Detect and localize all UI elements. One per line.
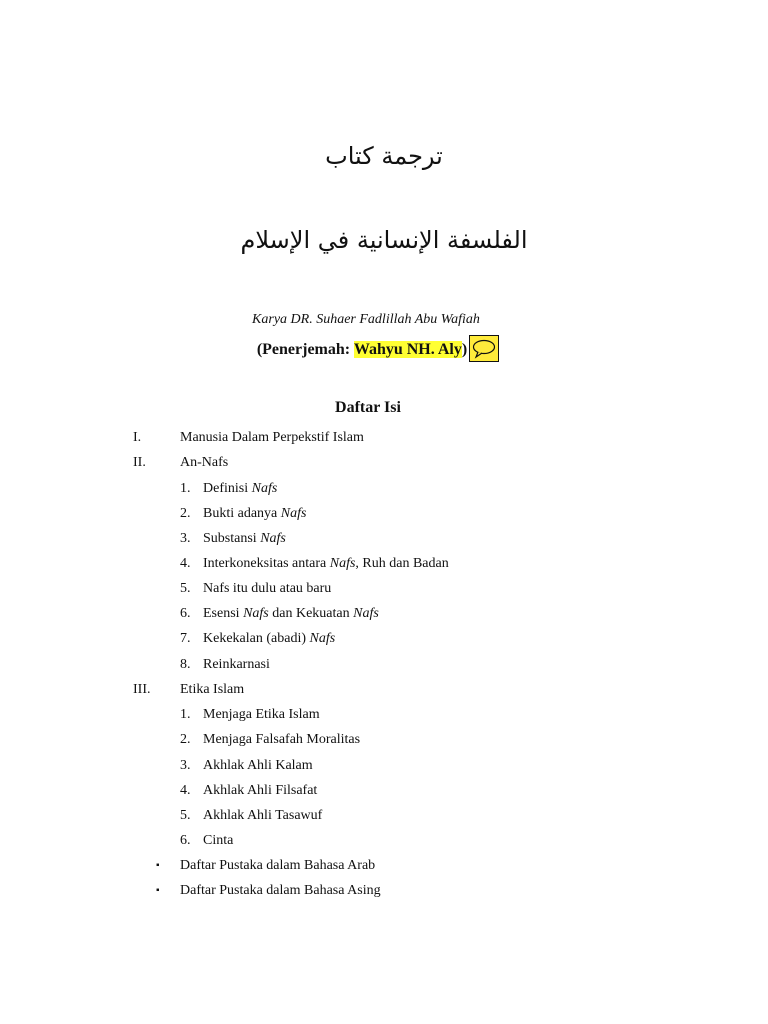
translator-label: (Penerjemah [256, 341, 345, 359]
toc-title: Daftar Isi [335, 399, 401, 416]
item-text: Esensi [203, 606, 244, 621]
item-text: Cinta [203, 833, 234, 848]
item-number: 7. [180, 631, 191, 646]
item-number: 4. [180, 783, 191, 798]
list-item [203, 731, 360, 749]
translator-line [0, 337, 756, 364]
item-italic-term: Nafs [309, 631, 336, 646]
item-text: , Ruh dan Badan [355, 556, 449, 571]
list-item [203, 706, 320, 724]
arabic-heading: ترجمة كتاب [325, 142, 443, 170]
section-numeral: III. [133, 682, 151, 697]
list-item [203, 656, 270, 674]
item-text: Reinkarnasi [203, 657, 270, 672]
item-number: 1. [180, 707, 191, 722]
list-item [203, 480, 277, 498]
translator-name: Wahyu NH. Aly [353, 341, 462, 359]
item-number: 4. [180, 556, 191, 571]
item-italic-term: Nafs [251, 481, 278, 496]
item-number: 6. [180, 833, 191, 848]
section-numeral: I. [133, 430, 142, 445]
item-text: Bukti adanya [203, 506, 281, 521]
item-text: Definisi [203, 481, 252, 496]
item-italic-term: Nafs [329, 556, 356, 571]
section-numeral: II. [133, 455, 146, 470]
list-item [203, 505, 306, 523]
arabic-book-title: الفلسفة الإنسانية في الإسلام [240, 226, 528, 254]
item-text: Interkoneksitas antara [203, 556, 330, 571]
item-italic-term: Nafs [243, 606, 269, 621]
bullet-item: Daftar Pustaka dalam Bahasa Arab [180, 858, 376, 873]
list-item [203, 807, 322, 825]
bullet-icon: ▪ [156, 885, 160, 896]
section-title: Etika Islam [180, 682, 245, 697]
item-number: 3. [180, 531, 191, 546]
item-italic-term: Nafs [353, 606, 379, 621]
section-title: Manusia Dalam Perpekstif Islam [180, 430, 364, 445]
item-number: 1. [180, 481, 191, 496]
list-item [203, 832, 233, 850]
item-text: Akhlak Ahli Filsafat [203, 783, 318, 798]
item-text: Akhlak Ahli Tasawuf [203, 808, 323, 823]
item-text: Menjaga Falsafah Moralitas [203, 732, 361, 747]
item-number: 8. [180, 657, 191, 672]
list-item [203, 580, 331, 598]
item-number: 3. [180, 758, 191, 773]
item-italic-term: Nafs [280, 506, 307, 521]
item-number: 5. [180, 808, 191, 823]
list-item [203, 757, 313, 775]
list-item [203, 782, 317, 800]
item-number: 6. [180, 606, 191, 621]
item-text: Akhlak Ahli Kalam [203, 758, 313, 773]
list-item [203, 555, 449, 573]
translator-close: ) [461, 341, 468, 359]
bullet-item: Daftar Pustaka dalam Bahasa Asing [180, 883, 381, 898]
item-number: 2. [180, 506, 191, 521]
item-number: 5. [180, 581, 191, 596]
item-number: 2. [180, 732, 191, 747]
translator-colon: : [344, 341, 354, 359]
section-title: An-Nafs [180, 455, 229, 470]
item-italic-term: Nafs [260, 531, 286, 546]
item-text: dan Kekuatan [268, 606, 354, 621]
item-text: Menjaga Etika Islam [203, 707, 320, 722]
item-text: Nafs itu dulu atau baru [203, 581, 332, 596]
comment-bubble-icon[interactable] [469, 335, 499, 362]
list-item [203, 605, 379, 623]
list-item [203, 530, 286, 548]
list-item [203, 630, 335, 648]
item-text: Substansi [203, 531, 261, 546]
bullet-icon: ▪ [156, 860, 160, 871]
item-text: Kekekalan (abadi) [203, 631, 310, 646]
author-line: Karya DR. Suhaer Fadlillah Abu Wafiah [252, 312, 480, 327]
